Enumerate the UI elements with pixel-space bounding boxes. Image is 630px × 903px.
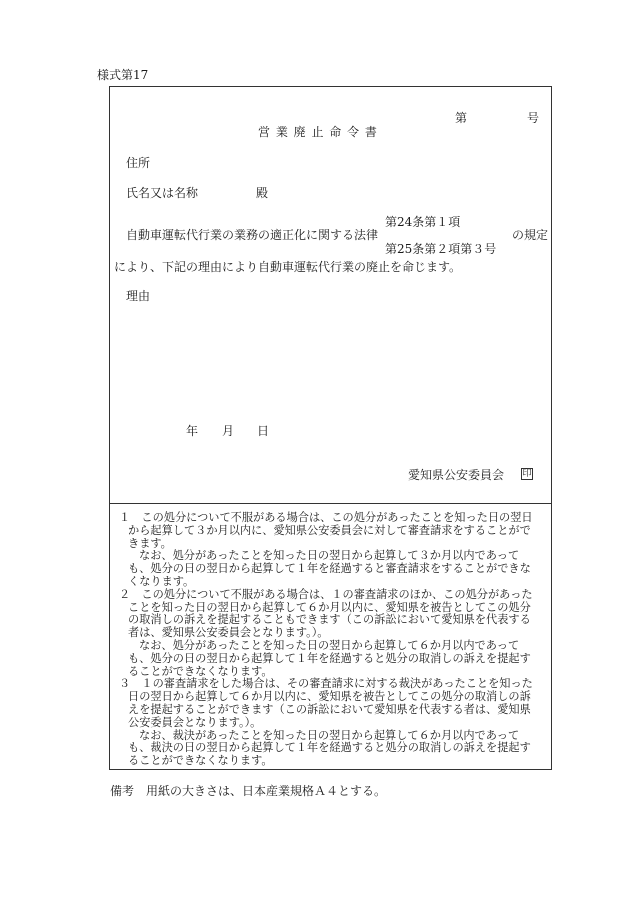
note-line: えを提起することができます（この訴訟において愛知県を代表する者は、愛知県 bbox=[128, 702, 531, 716]
seal-icon bbox=[521, 466, 533, 480]
seal-mark: 印 bbox=[522, 468, 532, 479]
number-prefix: 第 bbox=[455, 111, 468, 125]
note-line: きます。 bbox=[128, 536, 172, 550]
form-frame bbox=[109, 86, 552, 770]
issuer-name: 愛知県公安委員会 bbox=[408, 468, 505, 482]
note-line: ことを知った日の翌日から起算して６か月以内に、愛知県を被告としてこの処分 bbox=[128, 600, 531, 614]
section-divider bbox=[110, 503, 551, 504]
note-line: ３ １の審査請求をした場合は、その審査請求に対する裁決があったことを知った bbox=[119, 677, 533, 691]
document-title: 営 業 廃 止 命 令 書 bbox=[258, 125, 378, 139]
note-line: なお、処分があったことを知った日の翌日から起算して６か月以内であって bbox=[139, 638, 520, 652]
note-line: くなります。 bbox=[128, 574, 195, 588]
name-label: 氏名又は名称 bbox=[126, 186, 199, 200]
date-day: 日 bbox=[257, 424, 270, 438]
date-year: 年 bbox=[186, 424, 199, 438]
note-line: も、裁決の日の翌日から起算して１年を経過すると処分の取消しの訴えを提起す bbox=[128, 741, 531, 755]
order-sentence: により、下記の理由により自動車運転代行業の廃止を命じます。 bbox=[114, 260, 462, 274]
number-suffix: 号 bbox=[527, 111, 540, 125]
date-month: 月 bbox=[222, 424, 235, 438]
note-line: から起算して３か月以内に、愛知県公安委員会に対して審査請求をすることがで bbox=[128, 523, 531, 537]
notes-section bbox=[119, 512, 547, 768]
note-line: の取消しの訴えを提起することもできます（この訴訟において愛知県を代表する bbox=[128, 613, 531, 627]
note-line: なお、処分があったことを知った日の翌日から起算して３か月以内であって bbox=[139, 549, 520, 563]
remark-note: 備考 用紙の大きさは、日本産業規格Ａ４とする。 bbox=[110, 784, 387, 798]
note-line: 日の翌日から起算して６か月以内に、愛知県を被告としてこの処分の取消しの訴 bbox=[128, 690, 531, 704]
article-lower: 第25条第２項第３号 bbox=[385, 242, 497, 256]
note-line: ることができなくなります。 bbox=[128, 664, 273, 678]
note-line: １ この処分について不服がある場合は、この処分があったことを知った日の翌日 bbox=[119, 511, 533, 524]
law-name: 自動車運転代行業の業務の適正化に関する法律 bbox=[126, 228, 379, 242]
honorific: 殿 bbox=[256, 186, 269, 200]
form-number-label: 様式第17 bbox=[97, 68, 149, 82]
note-line: ２ この処分について不服がある場合は、１の審査請求のほか、この処分があった bbox=[119, 587, 533, 601]
note-line: も、処分の日の翌日から起算して１年を経過すると審査請求をすることができな bbox=[128, 562, 531, 576]
article-upper: 第24条第１項 bbox=[385, 215, 461, 229]
note-line: も、処分の日の翌日から起算して１年を経過すると処分の取消しの訴えを提起す bbox=[128, 651, 531, 665]
note-line: なお、裁決があったことを知った日の翌日から起算して６か月以内であって bbox=[139, 728, 520, 742]
note-line: 公安委員会となります。）。 bbox=[128, 715, 262, 729]
note-line: 者は、愛知県公安委員会となります。）。 bbox=[128, 626, 329, 640]
reason-label: 理由 bbox=[126, 289, 151, 303]
address-label: 住所 bbox=[126, 156, 151, 170]
provision-suffix: の規定 bbox=[512, 228, 549, 242]
note-line: ることができなくなります。 bbox=[128, 754, 273, 768]
